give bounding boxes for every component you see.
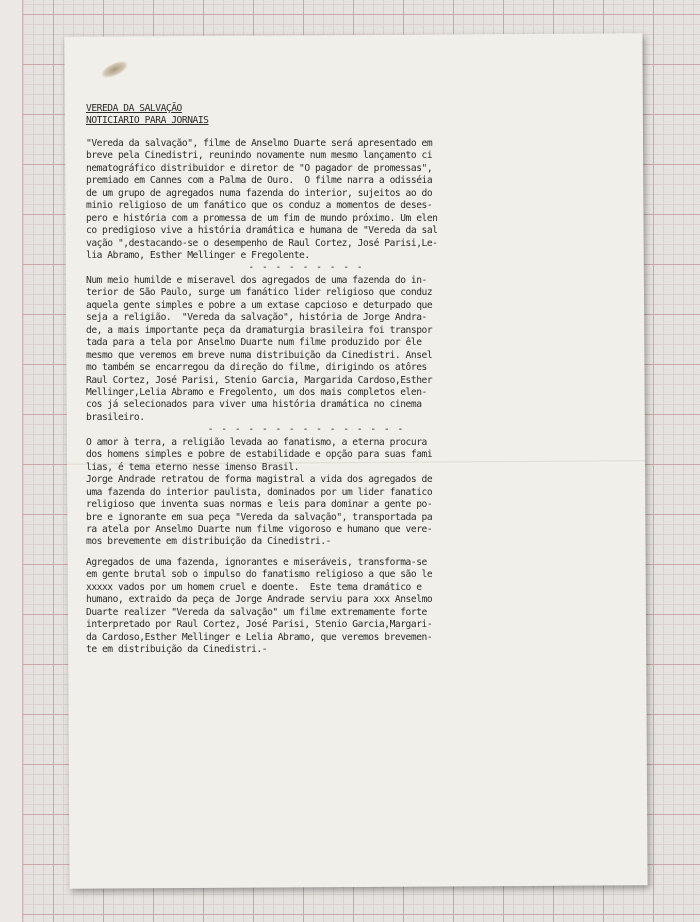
document-title: VEREDA DA SALVAÇÃO xyxy=(86,103,182,114)
paragraph: "Vereda da salvação", filme de Anselmo Duarte será apresentado em breve pela Cinedistri, reunindo novamente num mesmo lançamento ci nematográfico distribuidor e diretor de "O pagador de promessas", premiado em Cannes com a Palma de Ouro. O filme narra a odisséia de um grupo de agregados numa fazenda do interior, sujeitos ao do minio religioso de um fanático que os conduz a momentos de deses- pero e história com a promessa de um fim de mundo próximo. Um elen co predigioso vive a história dramática e humana de "Vereda da sal vação ",destacando-se o desempenho de Raul Cortez, José Parisi,Le- lia Abramo, Esther Mellinger e Fregolente. xyxy=(86,137,438,261)
typed-text xyxy=(86,103,526,656)
paragraph: Num meio humilde e miseravel dos agregados de uma fazenda do in- terior de São Paulo, surge um fanático lider religioso que conduz aquela gente simples e pobre a um extase capcioso e deturpado que seja a religião. "Vereda da salvação", história de Jorge Andra- de, a mais importante peça da dramaturgia brasileira foi transpor tada para a tela por Anselmo Duarte num filme produzido por êle mesmo que veremos em breve numa distribuição da Cinedistri. Ansel mo também se encarregou da direção do filme, dirigindo os atôres Raul Cortez, José Parisi, Stenio Garcia, Margarida Cardoso,Esther Mellinger,Lelia Abramo e Fregolento, um dos mais completos elen- cos já selecionados para viver uma história dramática no cinema brasileiro. xyxy=(86,274,433,423)
staple-mark xyxy=(99,58,129,81)
paragraph: O amor à terra, a religião levada ao fanatismo, a eterna procura dos homens simples e pobre de estabilidade e opção para suas fami lias, é tema eterno nesse imenso Brasil. Jorge Andrade retratou de forma magistral a vida dos agregados de uma fazenda do interior paulista, dominados por um lider fanatico religioso que inventa suas normas e leis para dominar a gente po- bre e ignorante em sua peça "Vereda da salvação", transportada pa ra atela por Anselmo Duarte num filme vigoroso e humano que vere- mos brevemente em distribuição da Cinedistri.- xyxy=(86,436,433,548)
document-body xyxy=(86,138,526,657)
ruler-strip xyxy=(0,0,23,922)
document-subtitle: NOTICIARIO PARA JORNAIS xyxy=(86,115,209,127)
separator-dashes: - - - - - - - - - - - - - - - xyxy=(207,424,405,436)
paragraph: Agregados de uma fazenda, ignorantes e miseráveis, transforma-se em gente brutal sob o impulso do fanatismo religioso a que são le xxxxx vados por um homem cruel e doente. Este tema dramático e humano, extraido da peça de Jorge Andrade serviu para xxx Anselmo Duarte realizer "Vereda da salvação" um filme extremamente forte interpretado por Raul Cortez, José Parisi, Stenio Garcia,Margari- da Cardoso,Esther Mellinger e Lelia Abramo, que veremos brevemen- te em distribuição da Cinedistri.- xyxy=(86,556,433,656)
separator-dashes: - - - - - - - - - xyxy=(248,262,364,274)
